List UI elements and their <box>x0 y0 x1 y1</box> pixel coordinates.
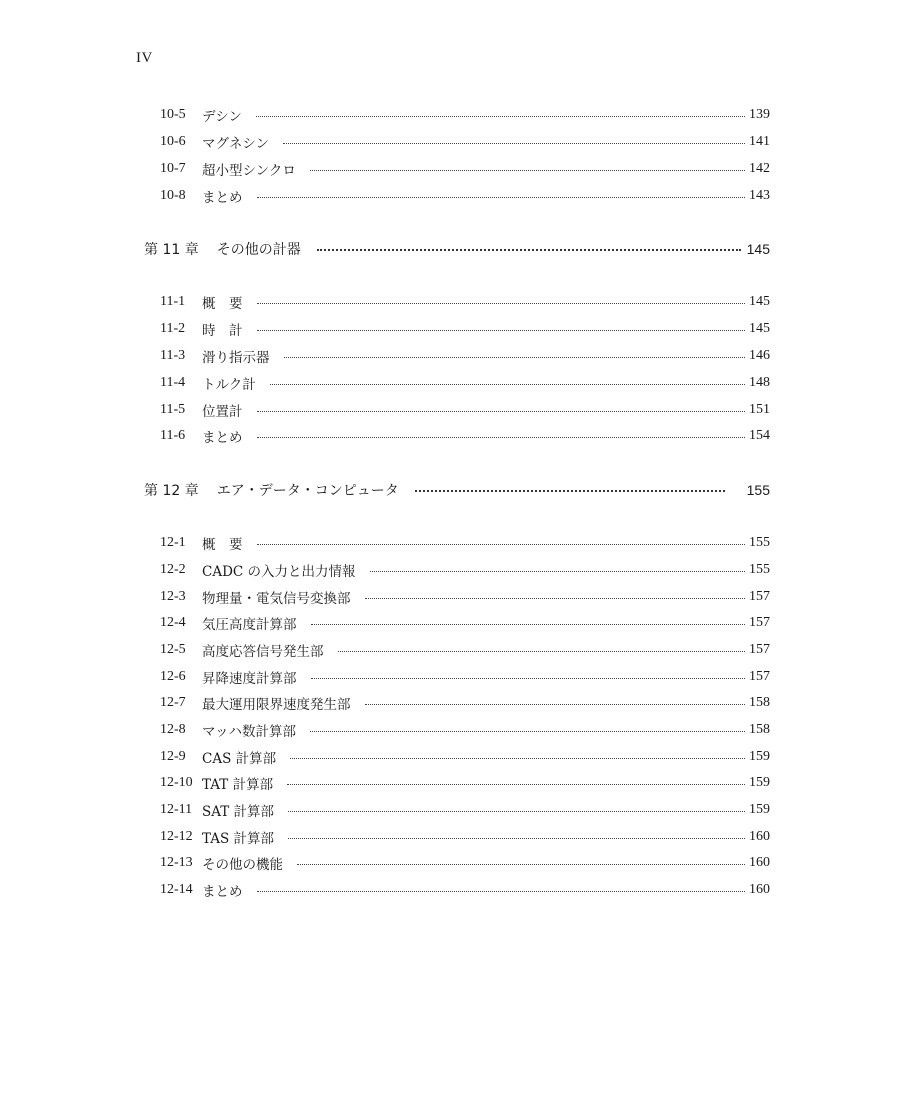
dot-leader <box>257 891 746 892</box>
toc-item-12-6[interactable] <box>160 667 770 687</box>
page-ref: 159 <box>749 775 770 790</box>
page-ref: 154 <box>749 428 770 443</box>
chapter-title: その他の計器 <box>216 242 301 258</box>
toc-item-12-8[interactable] <box>160 720 770 740</box>
toc-item-12-1[interactable] <box>160 533 770 553</box>
section-number: 11-6 <box>160 428 186 443</box>
page-ref: 142 <box>749 161 770 176</box>
section-title: 最大運用限界速度発生部 <box>202 697 351 713</box>
dot-leader <box>310 170 745 171</box>
dot-leader <box>288 838 745 839</box>
page-ref: 157 <box>749 615 770 630</box>
section-number: 12-14 <box>160 882 193 897</box>
page-ref: 145 <box>749 321 770 336</box>
page-ref: 143 <box>749 188 770 203</box>
dot-leader <box>297 864 745 865</box>
page-ref: 151 <box>749 402 770 417</box>
page-ref: 139 <box>749 107 770 122</box>
section-number: 11-2 <box>160 321 186 336</box>
toc-item-12-5[interactable] <box>160 640 770 660</box>
section-title: 昇降速度計算部 <box>202 671 297 687</box>
section-title: まとめ <box>202 190 243 206</box>
dot-leader <box>270 384 745 385</box>
dot-leader <box>284 357 746 358</box>
dot-leader <box>365 704 746 705</box>
section-title: 気圧高度計算部 <box>202 617 297 633</box>
toc-item-12-14[interactable] <box>160 880 770 900</box>
section-title: マッハ数計算部 <box>202 724 296 740</box>
toc-item-11-3[interactable] <box>160 346 770 366</box>
page-ref: 145 <box>746 241 770 257</box>
dot-leader <box>415 490 725 492</box>
page-ref: 145 <box>749 294 770 309</box>
toc-chapter-11[interactable] <box>144 238 770 260</box>
toc-item-10-6[interactable] <box>160 132 770 152</box>
toc-item-10-7[interactable] <box>160 159 770 179</box>
section-number: 12-7 <box>160 695 186 710</box>
page-ref: 155 <box>749 562 770 577</box>
section-title: TAT 計算部 <box>202 777 274 793</box>
section-number: 10-7 <box>160 161 186 176</box>
section-number: 10-8 <box>160 188 186 203</box>
section-title: 概 要 <box>202 296 243 312</box>
dot-leader <box>257 411 746 412</box>
toc-item-10-5[interactable] <box>160 105 770 125</box>
chapter-number: 第 12 章 <box>144 483 199 499</box>
section-title: CADC の入力と出力情報 <box>202 564 356 580</box>
section-number: 12-6 <box>160 669 186 684</box>
page-ref: 148 <box>749 375 770 390</box>
dot-leader <box>290 758 745 759</box>
page-ref: 159 <box>749 802 770 817</box>
toc-item-12-11[interactable] <box>160 800 770 820</box>
dot-leader <box>310 731 745 732</box>
section-title: 高度応答信号発生部 <box>202 644 324 660</box>
dot-leader <box>283 143 745 144</box>
section-title: まとめ <box>202 430 243 446</box>
page-ref: 146 <box>749 348 770 363</box>
dot-leader <box>288 811 745 812</box>
toc-item-12-4[interactable] <box>160 613 770 633</box>
toc-item-12-10[interactable] <box>160 773 770 793</box>
section-number: 11-4 <box>160 375 186 390</box>
section-title: 滑り指示器 <box>202 350 270 366</box>
dot-leader <box>311 624 746 625</box>
toc-item-11-2[interactable] <box>160 319 770 339</box>
dot-leader <box>257 330 746 331</box>
page-number: IV <box>136 50 153 66</box>
section-number: 12-5 <box>160 642 186 657</box>
section-title: まとめ <box>202 884 243 900</box>
dot-leader <box>256 116 745 117</box>
section-number: 12-4 <box>160 615 186 630</box>
page-ref: 157 <box>749 669 770 684</box>
section-title: CAS 計算部 <box>202 751 277 767</box>
toc-item-12-12[interactable] <box>160 827 770 847</box>
dot-leader <box>338 651 746 652</box>
section-title: 超小型シンクロ <box>202 163 296 179</box>
toc-item-11-1[interactable] <box>160 292 770 312</box>
section-title: TAS 計算部 <box>202 831 275 847</box>
dot-leader <box>370 571 745 572</box>
page-ref: 157 <box>749 589 770 604</box>
section-title: 概 要 <box>202 537 243 553</box>
section-title: マグネシン <box>202 136 270 152</box>
toc-item-11-4[interactable] <box>160 373 770 393</box>
toc-item-11-5[interactable] <box>160 400 770 420</box>
page-ref: 155 <box>749 535 770 550</box>
chapter-number: 第 11 章 <box>144 242 199 258</box>
toc-item-12-2[interactable] <box>160 560 770 580</box>
page-ref: 159 <box>749 749 770 764</box>
dot-leader <box>365 598 746 599</box>
toc-item-12-3[interactable] <box>160 587 770 607</box>
page-ref: 158 <box>749 695 770 710</box>
section-number: 10-6 <box>160 134 186 149</box>
section-number: 12-2 <box>160 562 186 577</box>
section-number: 12-8 <box>160 722 186 737</box>
toc-item-12-7[interactable] <box>160 693 770 713</box>
toc-item-12-13[interactable] <box>160 853 770 873</box>
section-title: SAT 計算部 <box>202 804 275 820</box>
dot-leader <box>257 437 746 438</box>
dot-leader <box>257 197 746 198</box>
dot-leader <box>311 678 746 679</box>
page-ref: 155 <box>746 482 770 498</box>
section-number: 12-9 <box>160 749 186 764</box>
section-title: 位置計 <box>202 404 243 420</box>
page-ref: 158 <box>749 722 770 737</box>
section-number: 10-5 <box>160 107 186 122</box>
section-title: 物理量・電気信号変換部 <box>202 591 351 607</box>
section-number: 12-13 <box>160 855 193 870</box>
dot-leader <box>287 784 745 785</box>
section-number: 11-1 <box>160 294 186 309</box>
dot-leader <box>257 544 746 545</box>
chapter-title: エア・データ・コンピュータ <box>216 483 399 499</box>
dot-leader <box>317 249 741 251</box>
page-ref: 160 <box>749 882 770 897</box>
section-number: 12-3 <box>160 589 186 604</box>
toc-chapter-12[interactable] <box>144 479 770 501</box>
section-number: 12-12 <box>160 829 193 844</box>
section-title: その他の機能 <box>202 857 283 873</box>
section-title: 時 計 <box>202 323 243 339</box>
section-number: 12-1 <box>160 535 186 550</box>
page-ref: 141 <box>749 134 770 149</box>
page-ref: 157 <box>749 642 770 657</box>
section-title: デシン <box>202 109 242 125</box>
dot-leader <box>257 303 746 304</box>
section-number: 12-11 <box>160 802 193 817</box>
toc-item-12-9[interactable] <box>160 747 770 767</box>
toc-item-10-8[interactable] <box>160 186 770 206</box>
section-number: 11-3 <box>160 348 186 363</box>
section-number: 12-10 <box>160 775 193 790</box>
section-number: 11-5 <box>160 402 186 417</box>
toc-item-11-6[interactable] <box>160 426 770 446</box>
section-title: トルク計 <box>202 377 256 393</box>
page-ref: 160 <box>749 829 770 844</box>
page-ref: 160 <box>749 855 770 870</box>
